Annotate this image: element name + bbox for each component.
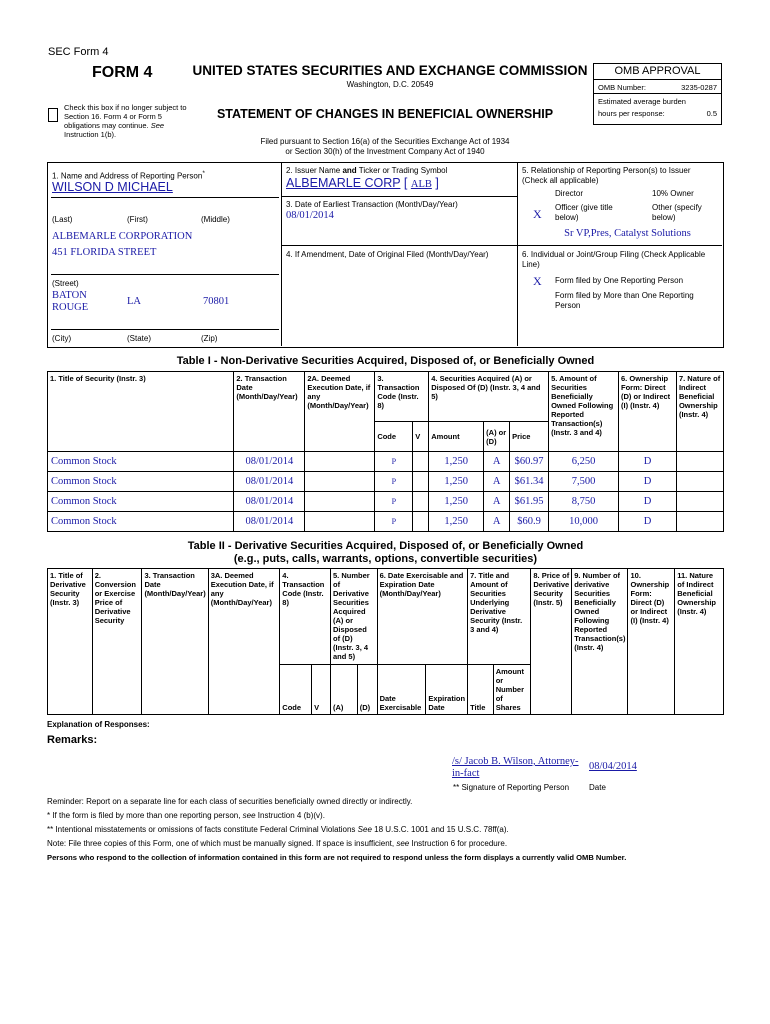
sec-form-label: SEC Form 4	[48, 46, 109, 58]
filed-by-more-label: Form filed by More than One Reporting Person	[555, 291, 694, 310]
earliest-transaction-date: 08/01/2014	[286, 210, 334, 221]
t1-price: Price	[510, 422, 549, 452]
director-label: Director	[555, 189, 584, 198]
omb-number-row: OMB Number: 3235-0287	[594, 80, 721, 94]
table1-title: Table I - Non-Derivative Securities Acquired, Disposed of, or Beneficially Owned	[176, 355, 595, 367]
t2-h11: 11. Nature of Indirect Beneficial Ownership (Instr. 4)	[675, 569, 724, 715]
omb-burden: Estimated average burden	[598, 97, 686, 106]
checkbox-instructions: Check this box if no longer subject to Section 16. Form 4 or Form 5 obligations may continue. See Instruction 1(b).	[64, 103, 187, 139]
t1-h7: 7. Nature of Indirect Beneficial Ownership (Instr. 4)	[676, 372, 723, 452]
table1	[47, 371, 724, 532]
t2-amount-shares: Amount or Number of Shares	[493, 665, 531, 715]
box1-label: 1. Name and Address of Reporting Person*	[52, 170, 205, 181]
signature-label: ** Signature of Reporting Person	[453, 783, 570, 792]
box3-label: 3. Date of Earliest Transaction (Month/Day/Year)	[286, 200, 458, 209]
t2-h7: 7. Title and Amount of Securities Underlying Derivative Security (Instr. 3 and 4)	[468, 569, 531, 665]
statement-title: STATEMENT OF CHANGES IN BENEFICIAL OWNERSHIP	[216, 107, 554, 121]
officer-mark: X	[533, 207, 542, 221]
t2-h6: 6. Date Exercisable and Expiration Date (Month/Day/Year)	[377, 569, 468, 665]
officer-title: Sr VP,Pres, Catalyst Solutions	[564, 228, 691, 239]
note-2: ** Intentional misstatements or omissions of facts constitute Federal Criminal Violations See 18 U.S.C. 1001 and 15 U.S.C. 78ff(a).	[47, 825, 509, 834]
t2-title: Title	[468, 665, 494, 715]
t2-h9: 9. Number of derivative Securities Beneficially Owned Following Reported Transaction(s) (Instr. 4)	[572, 569, 628, 715]
explanation-label: Explanation of Responses:	[47, 720, 150, 729]
agency-address: Washington, D.C. 20549	[346, 80, 434, 89]
first-label: (First)	[127, 215, 148, 224]
city-label: (City)	[52, 334, 72, 343]
persons-notice: Persons who respond to the collection of information contained in this form are not required to respond unless the form displays a currently valid OMB Number.	[47, 853, 627, 862]
t1-h4: 4. Securities Acquired (A) or Disposed Of (D) (Instr. 3, 4 and 5)	[429, 372, 549, 422]
omb-hours-row: hours per response: 0.5	[598, 109, 717, 118]
reporting-person-name[interactable]: WILSON D MICHAEL	[52, 180, 173, 194]
box4-label: 4. If Amendment, Date of Original Filed (Month/Day/Year)	[286, 250, 489, 259]
address-line-1: ALBEMARLE CORPORATION	[52, 231, 193, 242]
box6-label: 6. Individual or Joint/Group Filing (Check Applicable Line)	[522, 250, 706, 269]
t2-h8: 8. Price of Derivative Security (Instr. 5)	[531, 569, 572, 715]
t2-expiration: Expiration Date	[426, 665, 468, 715]
state-label: (State)	[127, 334, 152, 343]
reminder: Reminder: Report on a separate line for each class of securities beneficially owned directly or indirectly.	[47, 797, 413, 806]
t2-h10: 10. Ownership Form: Direct (D) or Indirect (I) (Instr. 4)	[628, 569, 675, 715]
t1-h2: 2. Transaction Date (Month/Day/Year)	[234, 372, 305, 452]
note-1: * If the form is filed by more than one reporting person, see Instruction 4 (b)(v).	[47, 811, 325, 820]
t1-h2a: 2A. Deemed Execution Date, if any (Month/Day/Year)	[305, 372, 375, 452]
agency-name: UNITED STATES SECURITIES AND EXCHANGE COMMISSION	[192, 63, 588, 78]
t2-code: Code	[280, 665, 312, 715]
t1-v: V	[413, 422, 429, 452]
table-row: Common Stock 08/01/2014 P 1,250 A $61.95 8,750 D	[48, 492, 724, 512]
remarks-label: Remarks:	[47, 734, 98, 746]
issuer-name-link[interactable]: ALBEMARLE CORP	[286, 176, 401, 190]
omb-approval-box	[593, 63, 722, 125]
t2-h5: 5. Number of Derivative Securities Acquired (A) or Disposed of (D) (Instr. 3, 4 and 5)	[331, 569, 378, 665]
t1-h6: 6. Ownership Form: Direct (D) or Indirect (I) (Instr. 4)	[619, 372, 677, 452]
zip-label: (Zip)	[201, 334, 218, 343]
t2-d: (D)	[357, 665, 377, 715]
box2-label: 2. Issuer Name and Ticker or Trading Symbol	[286, 166, 448, 175]
state-value: LA	[127, 296, 141, 307]
filed-by-one-label: Form filed by One Reporting Person	[555, 276, 684, 285]
note-3: Note: File three copies of this Form, one of which must be manually signed. If space is insufficient, see Instruction 6 for procedure.	[47, 839, 508, 848]
other-label: Other (specify below)	[652, 203, 702, 222]
t1-amount: Amount	[429, 422, 484, 452]
t2-h3a: 3A. Deemed Execution Date, if any (Month/Day/Year)	[208, 569, 280, 715]
ticker-link[interactable]: ALB	[410, 179, 432, 190]
table-row: Common Stock 08/01/2014 P 1,250 A $61.34 7,500 D	[48, 472, 724, 492]
filed-pursuant: Filed pursuant to Section 16(a) of the Securities Exchange Act of 1934 or Section 30(h) of the Investment Company Act of 1940	[260, 137, 510, 156]
city-value: BATON ROUGE	[52, 290, 89, 313]
zip-value: 70801	[203, 296, 230, 307]
t2-a: (A)	[331, 665, 358, 715]
t1-code: Code	[375, 422, 413, 452]
signature: /s/ Jacob B. Wilson, Attorney-in-fact	[452, 756, 579, 779]
box5-label: 5. Relationship of Reporting Person(s) to Issuer (Check all applicable)	[522, 166, 691, 185]
table-row: Common Stock 08/01/2014 P 1,250 A $60.97 6,250 D	[48, 452, 724, 472]
t2-h2: 2. Conversion or Exercise Price of Derivative Security	[92, 569, 142, 715]
t2-h1: 1. Title of Derivative Security (Instr. 3)	[48, 569, 93, 715]
form-title: FORM 4	[92, 64, 153, 81]
table2-title: Table II - Derivative Securities Acquired, Disposed of, or Beneficially Owned (e.g., puts, calls, warrants, options, convertible securities)	[187, 540, 584, 565]
issuer-name-row: ALBEMARLE CORP [ ALB ]	[286, 176, 439, 190]
no-longer-subject-checkbox[interactable]	[48, 108, 58, 122]
ten-percent-owner-label: 10% Owner	[652, 189, 694, 198]
officer-label: Officer (give title below)	[555, 203, 613, 222]
omb-title: OMB APPROVAL	[594, 64, 721, 80]
middle-label: (Middle)	[201, 215, 230, 224]
t2-date-exercisable: Date Exercisable	[377, 665, 426, 715]
t2-h3: 3. Transaction Date (Month/Day/Year)	[142, 569, 208, 715]
t1-h3: 3. Transaction Code (Instr. 8)	[375, 372, 429, 422]
individual-filing-mark: X	[533, 274, 542, 288]
t1-ad: (A) or (D)	[484, 422, 510, 452]
street-label: (Street)	[52, 279, 79, 288]
table2	[47, 568, 724, 715]
table-row: Common Stock 08/01/2014 P 1,250 A $60.9 10,000 D	[48, 512, 724, 532]
t1-h5: 5. Amount of Securities Beneficially Owned Following Reported Transaction(s) (Instr. 3 and 4)	[549, 372, 619, 452]
date-label: Date	[589, 783, 606, 792]
t2-v: V	[312, 665, 331, 715]
signature-date: 08/04/2014	[589, 761, 637, 772]
t2-h4: 4. Transaction Code (Instr. 8)	[280, 569, 331, 665]
t1-h1: 1. Title of Security (Instr. 3)	[48, 372, 234, 452]
address-line-2: 451 FLORIDA STREET	[52, 247, 157, 258]
last-label: (Last)	[52, 215, 73, 224]
